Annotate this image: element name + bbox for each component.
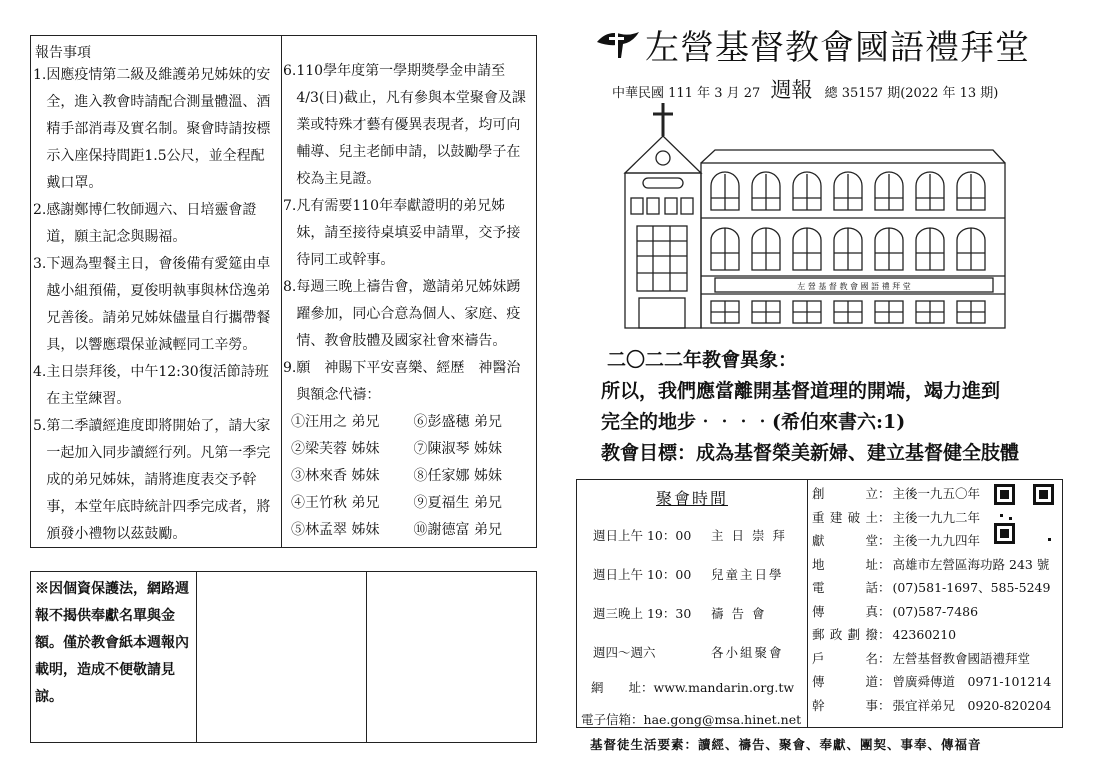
- prayer-row: [281, 436, 536, 463]
- prayer-row: [281, 409, 536, 436]
- contact-row: 電 話 ： (07)581-1697、585-5249: [807, 576, 1062, 600]
- announcement-item: [33, 62, 277, 197]
- announcement-text: 主日崇拜後，中午12:30復活節詩班在主堂練習。: [46, 364, 269, 407]
- announcement-text: 110學年度第一學期獎學金申請至4/3(日)截止，凡有參與本堂聚會及課業或特殊才藝有優異表現者，均可向輔導、兒主老師申請，以鼓勵學子在校為主見證。: [296, 63, 526, 187]
- prayer-name: ③林來香 姊妹: [291, 468, 380, 484]
- meeting-time: 週日上午 10：00: [593, 527, 692, 543]
- announcement-item: [283, 58, 532, 193]
- announcement-text: 因應疫情第二級及維護弟兄姊妹的安全，進入教會時請配合測量體溫、酒精手部消毒及實名制。聚會時請按標示入座保持間距1.5公尺，並全程配戴口罩。: [46, 67, 271, 191]
- church-building-drawing: [615, 98, 1015, 333]
- website-link[interactable]: www.mandarin.org.tw: [653, 679, 795, 695]
- prayer-row: [281, 490, 536, 517]
- vision-verse-line1: 所以，我們應當離開基督道理的開端，竭力進到: [601, 380, 1001, 402]
- contact-key: 傳 真: [812, 603, 878, 619]
- contact-value: (07)581-1697、585-5249: [892, 580, 1051, 595]
- announcement-item: [283, 193, 532, 274]
- contact-key: 電 話: [812, 580, 878, 595]
- prayer-name: ①汪用之 弟兄: [291, 414, 380, 430]
- meeting-times-title: 聚會時間: [655, 489, 728, 508]
- yearly-vision: [597, 345, 1062, 469]
- announcements-header: 報告事項: [35, 45, 91, 61]
- meeting-list: [577, 515, 807, 671]
- contact-key: 創 立: [812, 486, 878, 501]
- meeting-name: 禱 告 會: [711, 605, 767, 621]
- church-info-box: [576, 479, 1063, 728]
- announcement-text: 下週為聖餐主日，會後備有愛筵由卓越小組預備，夏俊明執事與林岱逸弟兄善後。請弟兄姊妹儘量自行攜帶餐具，以響應環保並減輕同工辛勞。: [46, 256, 271, 353]
- contact-value: 主後一九五〇年: [892, 486, 981, 501]
- empty-cell: [196, 572, 367, 742]
- announcement-item: [33, 251, 277, 359]
- church-name: 左營基督教會國語禮拜堂: [645, 28, 1030, 68]
- contact-value: 張宜祥弟兄 0920-820204: [892, 697, 1052, 713]
- meeting-time: 週三晚上 19：30: [593, 605, 692, 621]
- contact-value: (07)587-7486: [892, 603, 979, 619]
- announcement-number: 4.: [33, 364, 47, 380]
- contact-key: 地 址: [812, 556, 878, 572]
- prayer-name: ⑥彭盛穗 弟兄: [413, 414, 502, 430]
- website-row: [577, 671, 807, 703]
- prayer-name: ⑩謝德富 弟兄: [413, 522, 502, 538]
- prayer-list: [281, 409, 536, 544]
- contact-key: 獻 堂: [812, 533, 878, 548]
- announcement-number: 5.: [33, 418, 47, 434]
- church-logo-icon: [595, 28, 641, 60]
- contact-key: 幹 事: [812, 697, 878, 713]
- announcement-number: 2.: [33, 202, 47, 218]
- bulletin-label: 週報: [770, 78, 813, 102]
- contact-value: 42360210: [892, 627, 957, 642]
- prayer-row: [281, 517, 536, 544]
- contact-row: 戶 名 ： 左營基督教會國語禮拜堂: [807, 647, 1062, 671]
- announcement-list-left: [31, 62, 281, 548]
- meeting-row: [577, 632, 807, 671]
- meeting-times: [577, 480, 808, 727]
- announcements-right-column: [281, 36, 536, 547]
- privacy-box: [30, 571, 537, 743]
- vision-heading: 二〇二二年教會異象：: [607, 349, 798, 371]
- contact-key: 重 建 破 土: [812, 509, 878, 525]
- prayer-name: ②梁芙蓉 姊妹: [291, 441, 380, 457]
- announcement-number: 6.: [283, 63, 297, 79]
- announcement-item: [283, 355, 532, 409]
- building-sign-text: 左 營 基 督 教 會 國 語 禮 拜 堂: [797, 282, 911, 291]
- contact-value: 主後一九九二年: [892, 509, 981, 525]
- meeting-time: 週四～週六: [593, 644, 656, 660]
- prayer-name: ⑧任家娜 姊妹: [413, 468, 502, 484]
- announcement-number: 3.: [33, 256, 47, 272]
- announcements-left-column: [31, 36, 282, 547]
- bulletin-date: 中華民國 111 年 3 月 27: [612, 86, 761, 101]
- prayer-name: ④王竹秋 弟兄: [291, 495, 380, 511]
- prayer-row: [281, 463, 536, 490]
- email-link[interactable]: hae.gong@msa.hinet.net: [643, 711, 802, 727]
- contact-row: 傳 道 ： 曾廣舜傳道 0971-101214: [807, 670, 1062, 694]
- contact-key: 傳 道: [812, 674, 878, 689]
- church-goal: 教會目標：成為基督榮美新婦、建立基督健全肢體: [601, 442, 1020, 464]
- contact-row: 幹 事 ： 張宜祥弟兄 0920-820204: [807, 694, 1062, 718]
- christian-life-essentials: 基督徒生活要素：讀經、禱告、聚會、奉獻、團契、事奉、傳福音: [590, 737, 982, 752]
- contact-row: 創 立 ： 主後一九五〇年: [807, 482, 1062, 506]
- meeting-name: 兒童主日學: [711, 566, 784, 582]
- announcement-item: [33, 413, 277, 548]
- announcements-box: [30, 35, 537, 548]
- meeting-row: [577, 515, 807, 554]
- prayer-name: ⑨夏福生 弟兄: [413, 495, 502, 511]
- contact-row: 郵 政 劃 撥 ： 42360210: [807, 623, 1062, 647]
- contact-row: 重 建 破 土 ： 主後一九九二年: [807, 506, 1062, 530]
- contact-value: 左營基督教會國語禮拜堂: [892, 650, 1031, 666]
- announcement-item: [33, 197, 277, 251]
- announcement-text: 第二季讀經進度即將開始了，請大家一起加入同步讀經行列。凡第一季完成的弟兄姊妹，請將進度表交予幹事，本堂年底時統計四季完成者，將頒發小禮物以茲鼓勵。: [46, 418, 271, 542]
- meeting-time: 週日上午 10：00: [593, 566, 692, 582]
- contact-row: 地 址 ： 高雄市左營區海功路 243 號: [807, 553, 1062, 577]
- qr-code-icon[interactable]: [994, 484, 1054, 544]
- announcement-number: 1.: [33, 67, 47, 83]
- announcement-item: [33, 359, 277, 413]
- contact-row: 獻 堂 ： 主後一九九四年: [807, 529, 1062, 553]
- announcement-text: 每週三晚上禱告會，邀請弟兄姊妹踴躍參加，同心合意為個人、家庭、疫情、教會肢體及國家社會來禱告。: [296, 279, 521, 349]
- prayer-name: ⑤林孟翠 姊妹: [291, 522, 380, 538]
- email-row: [577, 703, 807, 735]
- contact-value: 主後一九九四年: [892, 533, 981, 548]
- contact-row: 傳 真 ： (07)587-7486: [807, 600, 1062, 624]
- contact-value: 曾廣舜傳道 0971-101214: [892, 674, 1052, 689]
- announcement-number: 7.: [283, 198, 297, 214]
- announcement-number: 9.: [283, 360, 297, 376]
- announcement-number: 8.: [283, 279, 297, 295]
- meeting-name: 各小組聚會: [711, 644, 784, 660]
- privacy-note-cell: [31, 572, 197, 742]
- privacy-note: ※因個資保護法，網路週報不揭供奉獻名單與金額。僅於教會紙本週報內載明，造成不便敬請見諒。: [35, 581, 189, 705]
- vision-verse-line2: 完全的地步‧‧‧‧(希伯來書六:1): [601, 411, 906, 433]
- church-contact-info: [807, 480, 1062, 727]
- bulletin-issue: 總 35157 期(2022 年 13 期): [824, 86, 999, 101]
- email-label: 電子信箱：: [581, 712, 644, 727]
- announcement-text: 凡有需要110年奉獻證明的弟兄姊妹，請至接待桌填妥申請單，交予接待同工或幹事。: [296, 198, 521, 268]
- announcement-item: [283, 274, 532, 355]
- meeting-row: [577, 593, 807, 632]
- website-label: 網 址：: [591, 680, 654, 695]
- contact-key: 郵 政 劃 撥: [812, 627, 878, 642]
- announcement-text: 感謝鄭博仁牧師週六、日培靈會證道，願主記念與賜福。: [46, 202, 257, 245]
- church-title: [595, 20, 1055, 66]
- meeting-row: [577, 554, 807, 593]
- meeting-name: 主 日 崇 拜: [711, 527, 787, 543]
- prayer-name: ⑦陳淑琴 姊妹: [413, 441, 502, 457]
- contact-value: 高雄市左營區海功路 243 號: [892, 556, 1050, 572]
- announcement-list-right: [281, 36, 536, 409]
- contact-key: 戶 名: [812, 650, 878, 666]
- announcement-text: 願 神賜下平安喜樂、經歷 神醫治與額念代禱：: [296, 360, 521, 403]
